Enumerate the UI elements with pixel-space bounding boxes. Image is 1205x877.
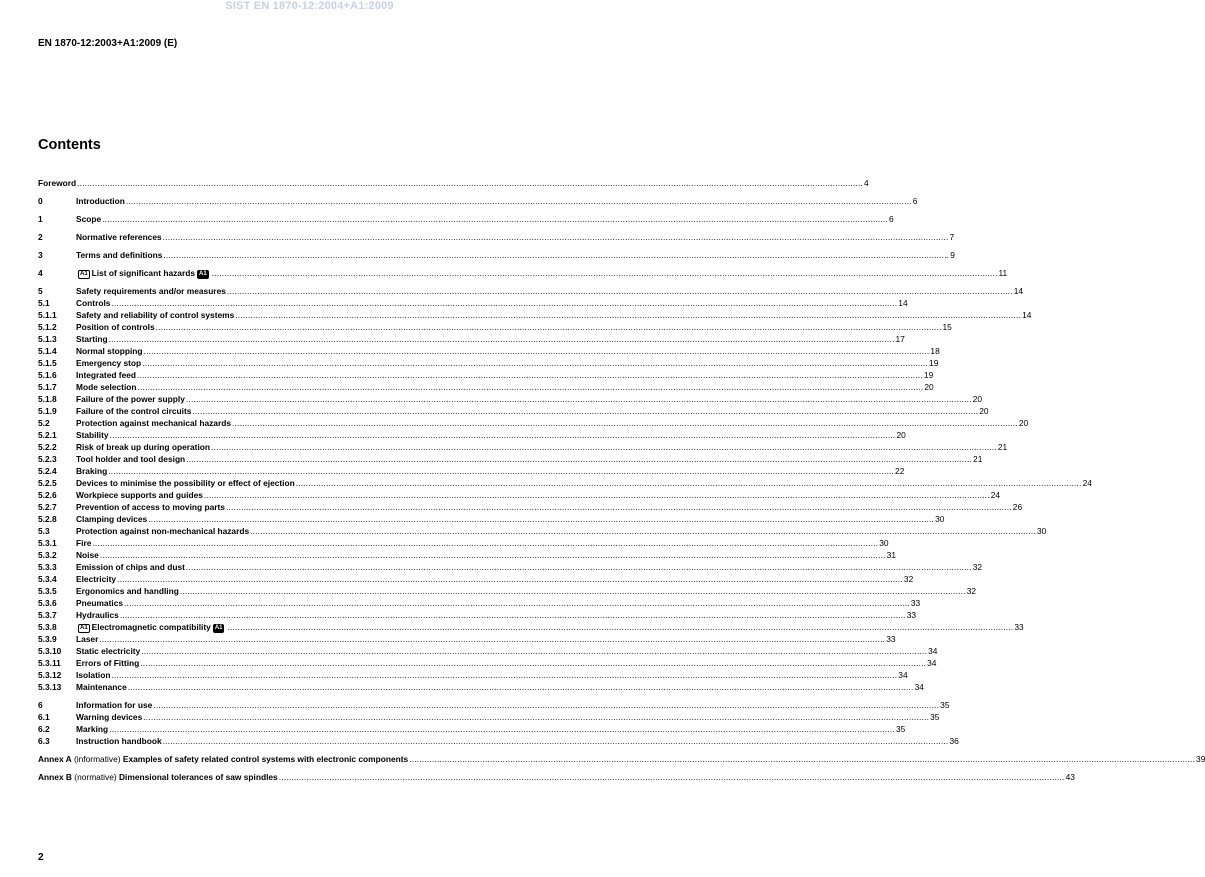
toc-entry-page: 19 [929, 358, 939, 368]
toc-entry[interactable] [38, 453, 983, 465]
toc-entry[interactable] [38, 645, 938, 657]
toc-entry-page: 24 [1082, 478, 1092, 488]
toc-entry-label: Integrated feed [76, 370, 137, 380]
toc-entry-number: 2 [38, 232, 43, 242]
toc-leader-dots [156, 321, 942, 333]
toc-entry-page: 20 [924, 382, 934, 392]
toc-entry-label: Normative references [76, 232, 162, 242]
toc-entry-page: 20 [972, 394, 983, 404]
table-of-contents [38, 177, 1205, 783]
toc-entry[interactable] [38, 681, 924, 693]
toc-entry-number: 5.3.4 [38, 574, 57, 584]
toc-entry-label: Devices to minimise the possibility or effect of ejection [76, 478, 295, 488]
toc-leader-dots [227, 285, 1013, 297]
page-number: 2 [38, 852, 44, 863]
toc-leader-dots [100, 549, 886, 561]
toc-entry-page: 35 [940, 700, 950, 710]
toc-entry-number: 5.1.9 [38, 406, 57, 416]
toc-entry-number: 5.2.5 [38, 478, 57, 488]
toc-entry-number: 6.1 [38, 712, 50, 722]
toc-entry-number: 5.2.6 [38, 490, 57, 500]
toc-entry-label: Information for use [76, 700, 153, 710]
toc-entry-label: Braking [76, 466, 108, 476]
toc-entry-page: 11 [998, 268, 1008, 278]
toc-entry[interactable] [38, 369, 934, 381]
toc-entry-number: 5.1.8 [38, 394, 57, 404]
toc-entry-number: 6 [38, 700, 43, 710]
toc-entry-number: 5.3.12 [38, 670, 62, 680]
toc-leader-dots [137, 369, 923, 381]
toc-leader-dots [92, 537, 878, 549]
toc-entry-page: 20 [1018, 418, 1029, 428]
toc-entry-number: 1 [38, 214, 43, 224]
toc-entry-page: 21 [973, 454, 983, 464]
toc-entry-label: Errors of Fitting [76, 658, 140, 668]
toc-entry[interactable] [38, 213, 894, 225]
toc-entry-number: 5.3 [38, 526, 50, 536]
toc-leader-dots [142, 357, 928, 369]
toc-entry[interactable] [38, 381, 934, 393]
toc-entry-label: Tool holder and tool design [76, 454, 186, 464]
toc-entry[interactable] [38, 309, 1032, 321]
toc-leader-dots [109, 333, 895, 345]
toc-entry-page: 30 [935, 514, 945, 524]
toc-leader-dots [110, 429, 896, 441]
toc-entry-label: Maintenance [76, 682, 127, 692]
toc-entry-label: Safety requirements and/or measures [76, 286, 226, 296]
toc-entry-page: 33 [886, 634, 896, 644]
toc-entry-number: 5.1.2 [38, 322, 57, 332]
amendment-start-icon: A1 [80, 625, 88, 631]
toc-entry-label: Risk of break up during operation [76, 442, 211, 452]
toc-entry-label: Isolation [76, 670, 111, 680]
toc-leader-dots [232, 417, 1018, 429]
toc-leader-dots [124, 597, 910, 609]
toc-entry-label: Terms and definitions [76, 250, 163, 260]
toc-entry[interactable] [38, 537, 889, 549]
toc-entry-page: 20 [896, 430, 906, 440]
toc-entry[interactable] [38, 609, 917, 621]
toc-entry-page: 4 [864, 178, 869, 188]
toc-entry-page: 24 [990, 490, 1001, 500]
toc-entry-label: Failure of the power supply [76, 394, 185, 404]
toc-entry-number: 5.3.9 [38, 634, 57, 644]
toc-entry-page: 19 [923, 370, 934, 380]
toc-leader-dots [128, 681, 914, 693]
toc-entry-page: 30 [879, 538, 889, 548]
toc-entry-page: 14 [1013, 286, 1024, 296]
toc-leader-dots [250, 525, 1036, 537]
toc-leader-dots [226, 501, 1012, 513]
toc-leader-dots [111, 669, 897, 681]
toc-entry-page: 33 [910, 598, 921, 608]
toc-entry-page: 6 [912, 196, 918, 206]
toc-entry[interactable] [38, 405, 989, 417]
toc-entry-page: 9 [950, 250, 955, 260]
toc-entry-page: 33 [1014, 622, 1024, 632]
toc-leader-dots [99, 633, 885, 645]
toc-entry-label: Laser [76, 634, 99, 644]
toc-entry-number: 5.1.3 [38, 334, 57, 344]
toc-entry-label: Annex B (normative) Dimensional tolerances of saw spindles [38, 772, 278, 782]
document-id: EN 1870-12:2003+A1:2009 (E) [38, 38, 178, 49]
toc-entry-page: 32 [903, 574, 914, 584]
toc-entry[interactable] [38, 441, 1008, 453]
toc-entry-number: 5 [38, 286, 43, 296]
toc-entry-number: 5.2.8 [38, 514, 57, 524]
toc-entry-number: 5.1 [38, 298, 50, 308]
amendment-end-icon: A1 [214, 625, 223, 631]
toc-leader-dots [138, 381, 924, 393]
toc-leader-dots [211, 441, 997, 453]
toc-entry[interactable] [38, 429, 906, 441]
toc-leader-dots [192, 405, 978, 417]
toc-entry-number: 5.3.6 [38, 598, 57, 608]
toc-entry[interactable] [38, 711, 940, 723]
toc-entry[interactable] [38, 177, 869, 189]
toc-entry-page: 35 [930, 712, 940, 722]
toc-leader-dots [186, 393, 972, 405]
toc-leader-dots [186, 561, 972, 573]
toc-entry-label: Safety and reliability of control systems [76, 310, 235, 320]
toc-entry-label: Failure of the control circuits [76, 406, 192, 416]
toc-entry-page: 20 [979, 406, 989, 416]
toc-entry-label: Protection against mechanical hazards [76, 418, 231, 428]
toc-entry-number: 4 [38, 268, 43, 278]
toc-entry[interactable] [38, 477, 1092, 489]
watermark: SIST EN 1870-12:2004+A1:2009 [225, 0, 394, 12]
toc-entry[interactable] [38, 333, 905, 345]
toc-entry-number: 5.3.3 [38, 562, 57, 572]
toc-leader-dots [143, 711, 929, 723]
toc-entry-page: 7 [949, 232, 955, 242]
toc-entry-label: Controls [76, 298, 111, 308]
toc-entry-page: 32 [972, 562, 983, 572]
toc-entry[interactable] [38, 657, 937, 669]
toc-entry-number: 5.1.1 [38, 310, 57, 320]
toc-leader-dots [120, 609, 906, 621]
toc-leader-dots [296, 477, 1082, 489]
toc-leader-dots [111, 297, 897, 309]
toc-leader-dots [279, 771, 1065, 783]
toc-leader-dots [235, 309, 1021, 321]
toc-entry-page: 34 [914, 682, 924, 692]
toc-entry-label: Foreword [38, 178, 77, 188]
toc-entry-page: 35 [895, 724, 906, 734]
toc-entry-number: 5.2.3 [38, 454, 57, 464]
toc-entry-label: Introduction [76, 196, 125, 206]
toc-entry[interactable] [38, 735, 959, 747]
toc-entry-label: A1 List of significant hazards A1 [80, 268, 207, 278]
toc-entry-page: 32 [966, 586, 977, 596]
toc-leader-dots [141, 645, 927, 657]
toc-entry[interactable] [38, 195, 918, 207]
toc-leader-dots [163, 249, 949, 261]
toc-entry-label: Clamping devices [76, 514, 148, 524]
toc-entry-label: Normal stopping [76, 346, 143, 356]
toc-entry-label: Hydraulics [76, 610, 119, 620]
toc-entry-number: 0 [38, 196, 43, 206]
toc-entry-label: Instruction handbook [76, 736, 162, 746]
toc-entry-page: 15 [942, 322, 952, 332]
toc-entry-number: 5.3.10 [38, 646, 62, 656]
toc-entry-number: 6.3 [38, 736, 50, 746]
toc-entry[interactable] [38, 231, 955, 243]
toc-entry[interactable] [38, 573, 914, 585]
toc-leader-dots [109, 723, 895, 735]
toc-entry-label: Scope [76, 214, 102, 224]
toc-entry-number: 5.3.5 [38, 586, 57, 596]
toc-entry-number: 5.2.2 [38, 442, 57, 452]
toc-entry-label: Pneumatics [76, 598, 124, 608]
toc-entry[interactable] [38, 597, 921, 609]
toc-entry-page: 36 [949, 736, 959, 746]
toc-entry-label: Stability [76, 430, 109, 440]
toc-entry-number: 5.3.2 [38, 550, 57, 560]
toc-entry-number: 5.1.5 [38, 358, 57, 368]
toc-entry[interactable] [38, 465, 905, 477]
toc-entry-label: Workpiece supports and guides [76, 490, 203, 500]
toc-entry-label: Static electricity [76, 646, 141, 656]
toc-entry-number: 5.3.11 [38, 658, 61, 668]
toc-entry-page: 34 [927, 658, 937, 668]
toc-entry-label: Noise [76, 550, 99, 560]
toc-entry-page: 31 [886, 550, 896, 560]
toc-entry-number: 5.3.13 [38, 682, 62, 692]
toc-entry-number: 5.2.1 [38, 430, 57, 440]
toc-leader-dots [204, 489, 990, 501]
toc-entry-number: 5.3.7 [38, 610, 57, 620]
toc-entry[interactable] [38, 267, 1008, 279]
toc-entry-label: Annex A (informative) Examples of safety related control systems with electronic components [38, 754, 409, 764]
toc-leader-dots [163, 231, 949, 243]
toc-leader-dots [126, 195, 912, 207]
toc-entry-page: 17 [895, 334, 905, 344]
amendment-end-icon: A1 [198, 271, 207, 277]
toc-leader-dots [212, 267, 998, 279]
toc-leader-dots [180, 585, 966, 597]
toc-entry-page: 26 [1012, 502, 1023, 512]
toc-entry[interactable] [38, 561, 983, 573]
toc-entry-page: 34 [928, 646, 938, 656]
toc-entry[interactable] [38, 297, 908, 309]
toc-leader-dots [77, 177, 863, 189]
toc-entry[interactable] [38, 669, 908, 681]
toc-entry-label: Starting [76, 334, 108, 344]
toc-entry-page: 21 [997, 442, 1008, 452]
toc-entry[interactable] [38, 393, 983, 405]
toc-entry[interactable] [38, 621, 1024, 633]
toc-entry-label: Emergency stop [76, 358, 142, 368]
toc-entry-page: 18 [930, 346, 940, 356]
toc-entry-number: 5.1.4 [38, 346, 57, 356]
toc-entry-page: 43 [1065, 772, 1075, 782]
toc-entry[interactable] [38, 345, 940, 357]
amendment-start-icon: A1 [80, 271, 88, 277]
toc-entry-label: Prevention of access to moving parts [76, 502, 225, 512]
toc-entry[interactable] [38, 501, 1023, 513]
toc-entry-page: 34 [898, 670, 908, 680]
toc-leader-dots [148, 513, 934, 525]
toc-entry-page: 22 [895, 466, 905, 476]
toc-entry-number: 5.3.8 [38, 622, 57, 632]
toc-entry[interactable] [38, 723, 906, 735]
toc-leader-dots [102, 213, 888, 225]
toc-entry-label: Fire [76, 538, 92, 548]
toc-leader-dots [227, 621, 1013, 633]
toc-entry[interactable] [38, 249, 955, 261]
toc-leader-dots [409, 753, 1195, 765]
toc-leader-dots [108, 465, 894, 477]
toc-leader-dots [153, 699, 939, 711]
toc-entry-number: 5.2.7 [38, 502, 57, 512]
toc-entry-label: Position of controls [76, 322, 155, 332]
toc-leader-dots [163, 735, 949, 747]
toc-entry-label: Electricity [76, 574, 117, 584]
toc-entry-page: 14 [1022, 310, 1032, 320]
toc-entry-page: 33 [906, 610, 917, 620]
toc-entry[interactable] [38, 357, 939, 369]
toc-entry-number: 5.3.1 [38, 538, 57, 548]
toc-entry[interactable] [38, 585, 977, 597]
toc-entry[interactable] [38, 489, 1001, 501]
toc-entry[interactable] [38, 753, 1205, 765]
toc-entry-label: Warning devices [76, 712, 143, 722]
toc-entry-label: A1 Electromagnetic compatibility A1 [80, 622, 223, 632]
toc-entry[interactable] [38, 321, 952, 333]
toc-entry-number: 5.1.7 [38, 382, 57, 392]
toc-entry-label: Mode selection [76, 382, 137, 392]
toc-entry-page: 39 [1196, 754, 1205, 764]
toc-entry-number: 3 [38, 250, 43, 260]
toc-entry-page: 30 [1036, 526, 1047, 536]
toc-entry-label: Emission of chips and dust [76, 562, 185, 572]
toc-entry[interactable] [38, 525, 1047, 537]
toc-entry[interactable] [38, 549, 896, 561]
toc-entry[interactable] [38, 771, 1075, 783]
toc-leader-dots [186, 453, 972, 465]
toc-entry-page: 6 [889, 214, 894, 224]
toc-entry-label: Marking [76, 724, 109, 734]
toc-entry-label: Protection against non-mechanical hazards [76, 526, 250, 536]
toc-leader-dots [140, 657, 926, 669]
toc-entry-number: 6.2 [38, 724, 50, 734]
toc-entry[interactable] [38, 699, 950, 711]
toc-entry[interactable] [38, 285, 1024, 297]
toc-entry[interactable] [38, 417, 1029, 429]
toc-entry-number: 5.2.4 [38, 466, 57, 476]
toc-entry[interactable] [38, 633, 896, 645]
toc-entry-page: 14 [898, 298, 908, 308]
page-title: Contents [38, 137, 101, 153]
toc-leader-dots [144, 345, 930, 357]
toc-entry[interactable] [38, 513, 945, 525]
toc-entry-number: 5.2 [38, 418, 50, 428]
toc-entry-number: 5.1.6 [38, 370, 57, 380]
toc-entry-label: Ergonomics and handling [76, 586, 179, 596]
toc-leader-dots [117, 573, 903, 585]
